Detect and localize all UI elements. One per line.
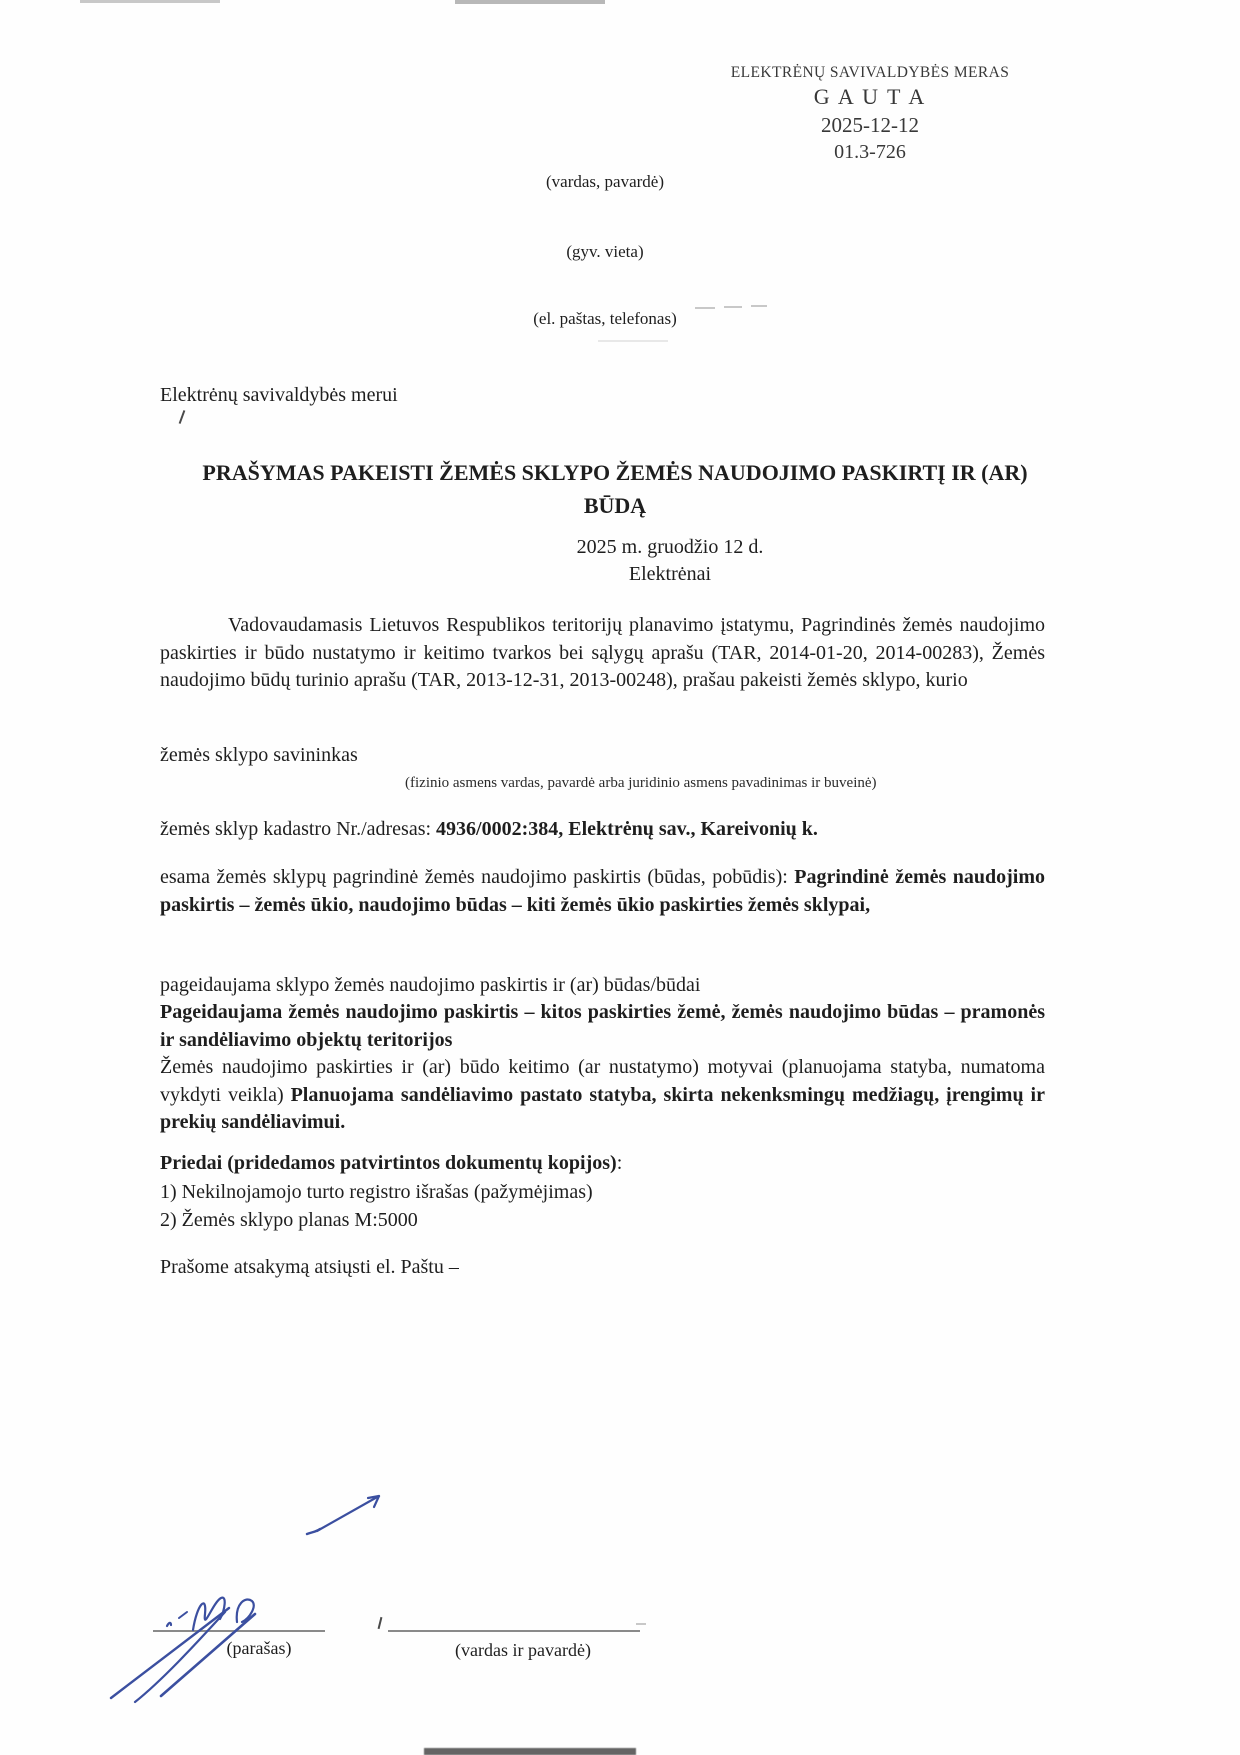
current-use-label: esama žemės sklypų pagrindinė žemės naudojimo paskirtis (būdas, pobūdis): [160,866,795,888]
stamp-office-name: ELEKTRĖNŲ SAVIVALDYBĖS MERAS [730,64,1010,81]
scan-bottom-strip [424,1748,636,1755]
scan-dash [636,1623,646,1625]
attachments-heading-line [160,1150,1045,1178]
desired-use-value: Pageidaujama žemės naudojimo paskirtis – kitos paskirties žemė, žemės naudojimo būdas – pramonės ir sandėliavimo objektų teritorijos [160,1001,1045,1051]
field-caption-email-phone: (el. paštas, telefonas) [533,309,677,328]
name-caption: (vardas ir pavardė) [455,1640,591,1660]
document-date: 2025 m. gruodžio 12 d. [576,536,764,558]
stamp-registration-number: 01.3-726 [834,141,906,163]
stamp-received-label: G A U T A [813,84,927,109]
scan-dash [751,305,767,307]
cadastre-line [160,816,1045,844]
motives-label: Žemės naudojimo paskirties ir (ar) būdo keitimo (ar nustatymo) motyvai (planuojama statyba, numatoma vykdyti veikla) [160,1056,1045,1106]
document-place: Elektrėnai [628,563,712,585]
pen-check-mark [303,1487,393,1539]
current-use-value: Pagrindinė žemės naudojimo paskirtis – žemės ūkio, naudojimo būdas – kiti žemės ūkio paskirties žemės sklypai, [160,866,1045,916]
pen-comma-mark [378,1617,383,1629]
scan-dash [598,340,668,342]
scan-edge-smudge [455,0,605,4]
cadastre-label: žemės sklyp kadastro Nr./adresas: [160,818,437,840]
reply-request-line: Prašome atsakymą atsiųsti el. Paštu – [160,1256,459,1278]
scan-dash [724,306,742,308]
attachments-heading-colon: : [616,1152,623,1174]
pen-tick-mark [179,410,186,424]
current-use-block [160,864,1045,919]
motives-value: Planuojama sandėliavimo pastato statyba, skirta nekenksmingų medžiagų, įrengimų ir prekių sandėliavimui. [160,1083,1045,1133]
document-title-line1: PRAŠYMAS PAKEISTI ŽEMĖS SKLYPO ŽEMĖS NAUDOJIMO PASKIRTĮ IR (AR) [202,460,1028,485]
scan-edge-smudge [80,0,220,3]
scan-dash [695,307,715,309]
document-title-line2: BŪDĄ [583,493,647,518]
desired-use-label: pageidaujama sklypo žemės naudojimo paskirtis ir (ar) būdas/būdai [160,974,701,996]
owner-hint-caption: (fizinio asmens vardas, pavardė arba juridinio asmens pavadinimas ir buveinė) [405,775,877,791]
motives-block [160,1054,1045,1137]
name-underline [388,1630,640,1632]
cadastre-value: 4936/0002:384, Elektrėnų sav., Kareivonių k. [436,818,818,840]
addressee-line: Elektrėnų savivaldybės merui [160,384,398,406]
attachments-heading: Priedai (pridedamos patvirtintos dokumentų kopijos) [160,1152,617,1174]
attachment-list-item: 2) Žemės sklypo planas M:5000 [160,1209,418,1231]
intro-paragraph: Vadovaudamasis Lietuvos Respublikos teritorijų planavimo įstatymu, Pagrindinės žemės naudojimo paskirties ir būdo nustatymo ir keitimo tvarkos bei sąlygų aprašu (TAR, 2014-01-20, 2014-00283), Žemės naudojimo būdų turinio aprašu (TAR, 2013-12-31, 2013-00248), prašau pakeisti žemės sklypo, kurio [160,614,1045,691]
field-caption-name-surname: (vardas, pavardė) [546,172,664,191]
owner-label: žemės sklypo savininkas [160,744,358,766]
signature-caption: (parašas) [226,1638,292,1658]
field-caption-residence: (gyv. vieta) [566,242,644,261]
attachment-list-item: 1) Nekilnojamojo turto registro išrašas (pažymėjimas) [160,1181,593,1203]
stamp-received-date: 2025-12-12 [821,113,919,137]
